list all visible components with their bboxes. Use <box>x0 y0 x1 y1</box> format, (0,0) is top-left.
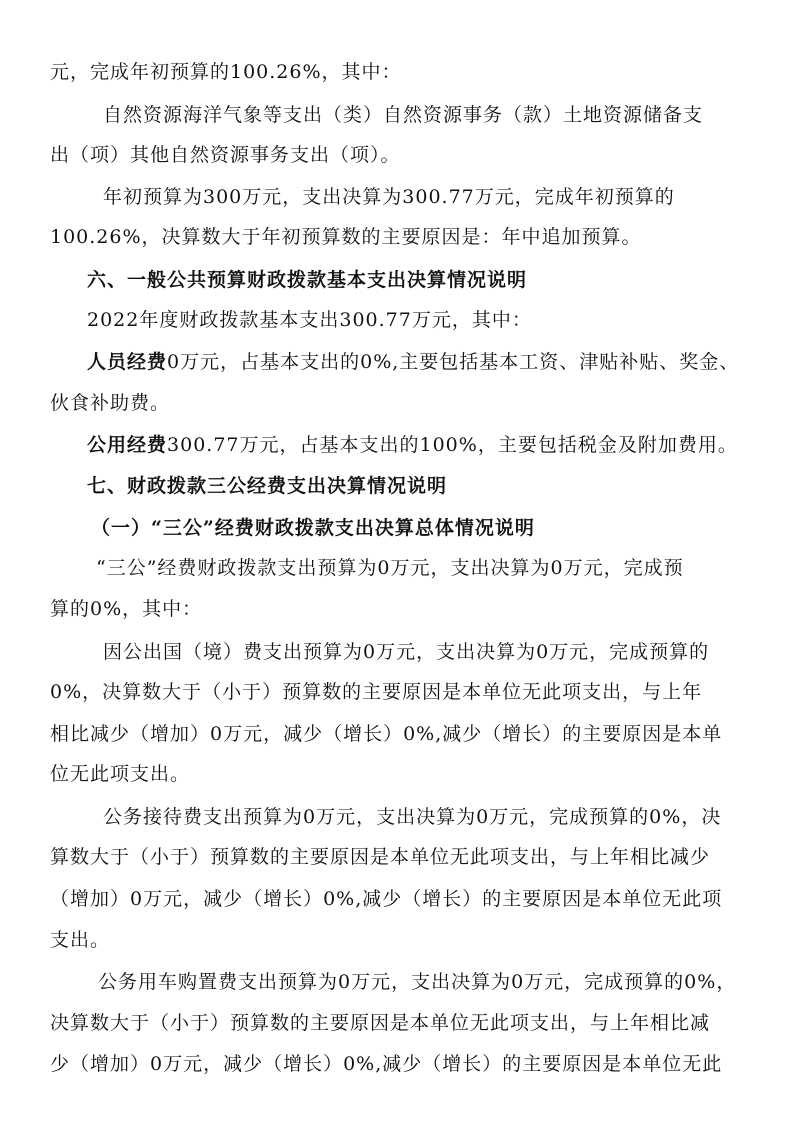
paragraph-line <box>87 433 738 457</box>
paragraph-line: 算的0%，其中： <box>50 598 203 620</box>
section-heading: 七、财政拨款三公经费支出决算情况说明 <box>87 475 448 497</box>
paragraph-line: 公务接待费支出预算为0万元，支出决算为0万元，完成预算的0%，决 <box>103 806 722 828</box>
paragraph-line: 自然资源海洋气象等支出（类）自然资源事务（款）土地资源储备支 <box>103 104 704 126</box>
paragraph-line: 决算数大于（小于）预算数的主要原因是本单位无此项支出，与上年相比减 <box>50 1012 711 1034</box>
personnel-expense-label: 人员经费 <box>87 351 168 373</box>
paragraph-line: 公务用车购置费支出预算为0万元，支出决算为0万元，完成预算的0%， <box>98 971 737 993</box>
paragraph-line: 出（项）其他自然资源事务支出（项）。 <box>50 144 401 166</box>
paragraph-line: 伙食补助费。 <box>50 392 171 414</box>
paragraph-line: 因公出国（境）费支出预算为0万元，支出决算为0万元，完成预算的 <box>103 641 710 663</box>
public-expense-text: 300.77万元，占基本支出的100%，主要包括税金及附加费用。 <box>167 434 738 456</box>
paragraph-line: （增加）0万元，减少（增长）0%,减少（增长）的主要原因是本单位无此项 <box>50 888 723 910</box>
paragraph-line: 元，完成年初预算的100.26%，其中： <box>50 61 402 83</box>
section-heading: 六、一般公共预算财政拨款基本支出决算情况说明 <box>87 269 528 291</box>
paragraph-line: 2022年度财政拨款基本支出300.77万元，其中： <box>87 309 532 331</box>
paragraph-line: 少（增加）0万元，减少（增长）0%,减少（增长）的主要原因是本单位无此 <box>50 1053 723 1075</box>
paragraph-line: 0%，决算数大于（小于）预算数的主要原因是本单位无此项支出，与上年 <box>50 681 703 703</box>
subsection-heading: （一）“三公”经费财政拨款支出决算总体情况说明 <box>91 517 535 539</box>
public-expense-label: 公用经费 <box>87 434 168 456</box>
paragraph-line: 算数大于（小于）预算数的主要原因是本单位无此项支出，与上年相比减少 <box>50 846 711 868</box>
paragraph-line: “三公”经费财政拨款支出预算为0万元，支出决算为0万元，完成预 <box>96 557 684 579</box>
paragraph-line: 位无此项支出。 <box>50 763 191 785</box>
paragraph-line: 年初预算为300万元，支出决算为300.77万元，完成年初预算的 <box>103 186 675 208</box>
paragraph-line: 相比减少（增加）0万元，减少（增长）0%,减少（增长）的主要原因是本单 <box>50 723 723 745</box>
paragraph-line: 支出。 <box>50 929 111 951</box>
personnel-expense-text: 0万元，占基本支出的0%,主要包括基本工资、津贴补贴、奖金、 <box>167 351 740 373</box>
paragraph-line <box>87 350 739 374</box>
paragraph-line: 100.26%，决算数大于年初预算数的主要原因是：年中追加预算。 <box>50 226 642 248</box>
